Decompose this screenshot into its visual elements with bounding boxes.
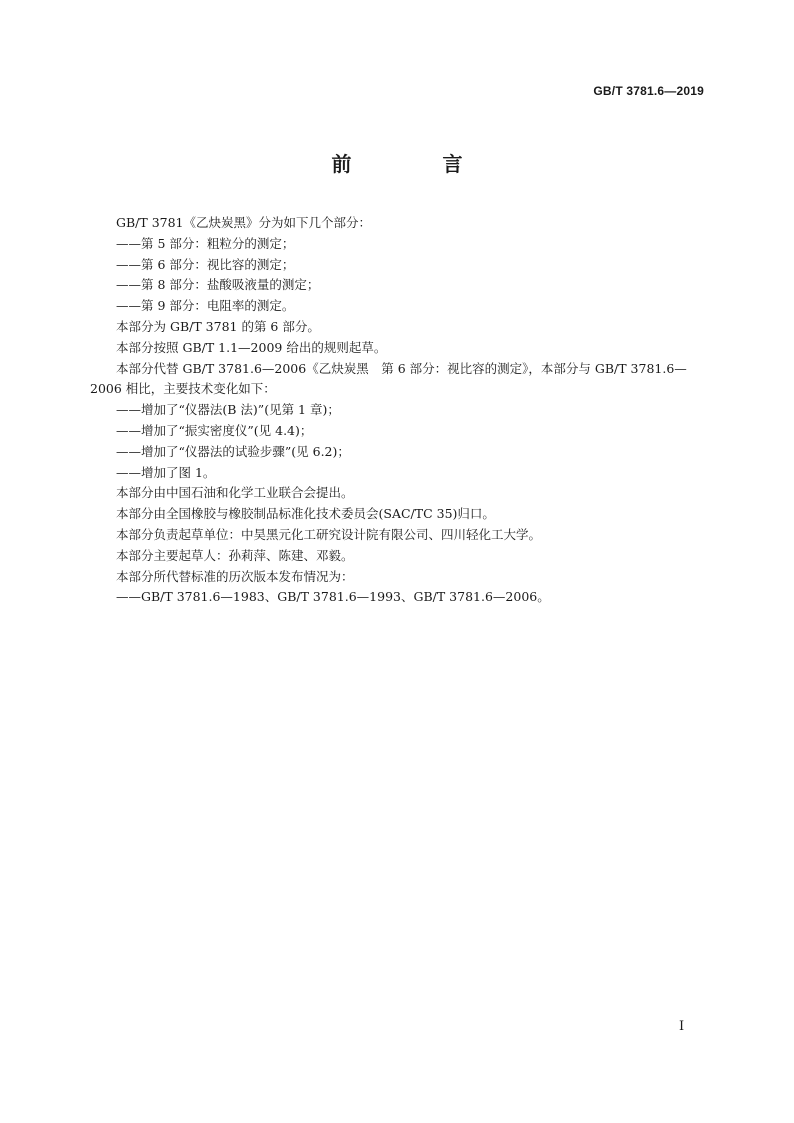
paragraph-drafting-units: 本部分负责起草单位：中昊黑元化工研究设计院有限公司、四川轻化工大学。	[116, 526, 542, 542]
page-title: 前 言	[331, 152, 505, 176]
foreword-body	[90, 213, 704, 608]
list-item-part-6: ——第 6 部分：视比容的测定；	[116, 256, 295, 272]
list-item-part-8: ——第 8 部分：盐酸吸液量的测定；	[116, 277, 320, 293]
list-item-part-9: ——第 9 部分：电阻率的测定。	[116, 298, 295, 314]
paragraph-drafting-rules: 本部分按照 GB/T 1.1—2009 给出的规则起草。	[116, 339, 387, 355]
paragraph-technical-committee: 本部分由全国橡胶与橡胶制品标准化技术委员会(SAC/TC 35)归口。	[116, 506, 495, 522]
list-item-part-5: ——第 5 部分：粗粒分的测定；	[116, 235, 295, 251]
paragraph-replacement	[90, 359, 704, 401]
list-item-change-3: ——增加了“仪器法的试验步骤”(见 6.2)；	[116, 443, 350, 459]
list-item-history: ——GB/T 3781.6—1983、GB/T 3781.6—1993、GB/T 3781.6—2006。	[116, 589, 550, 605]
paragraph-proposed-by: 本部分由中国石油和化学工业联合会提出。	[116, 485, 354, 501]
paragraph-part-statement: 本部分为 GB/T 3781 的第 6 部分。	[116, 318, 320, 334]
paragraph-drafters: 本部分主要起草人：孙莉萍、陈建、邓毅。	[116, 547, 354, 563]
paragraph-parts-intro: GB/T 3781《乙炔炭黑》分为如下几个部分：	[116, 215, 372, 230]
standard-code: GB/T 3781.6—2019	[593, 84, 704, 98]
paragraph-replacement-line-1: 本部分代替 GB/T 3781.6—2006《乙炔炭黑 第 6 部分：视比容的测定》，本部分与 GB/T 3781.6—	[116, 360, 687, 376]
paragraph-replacement-line-2: 2006 相比，主要技术变化如下：	[90, 381, 276, 397]
list-item-change-1: ——增加了“仪器法(B 法)”(见第 1 章)；	[116, 402, 340, 418]
page-number: I	[679, 1019, 685, 1034]
paragraph-history-intro: 本部分所代替标准的历次版本发布情况为：	[116, 568, 354, 584]
list-item-change-2: ——增加了“振实密度仪”(见 4.4)；	[116, 422, 313, 438]
list-item-change-4: ——增加了图 1。	[116, 464, 216, 480]
